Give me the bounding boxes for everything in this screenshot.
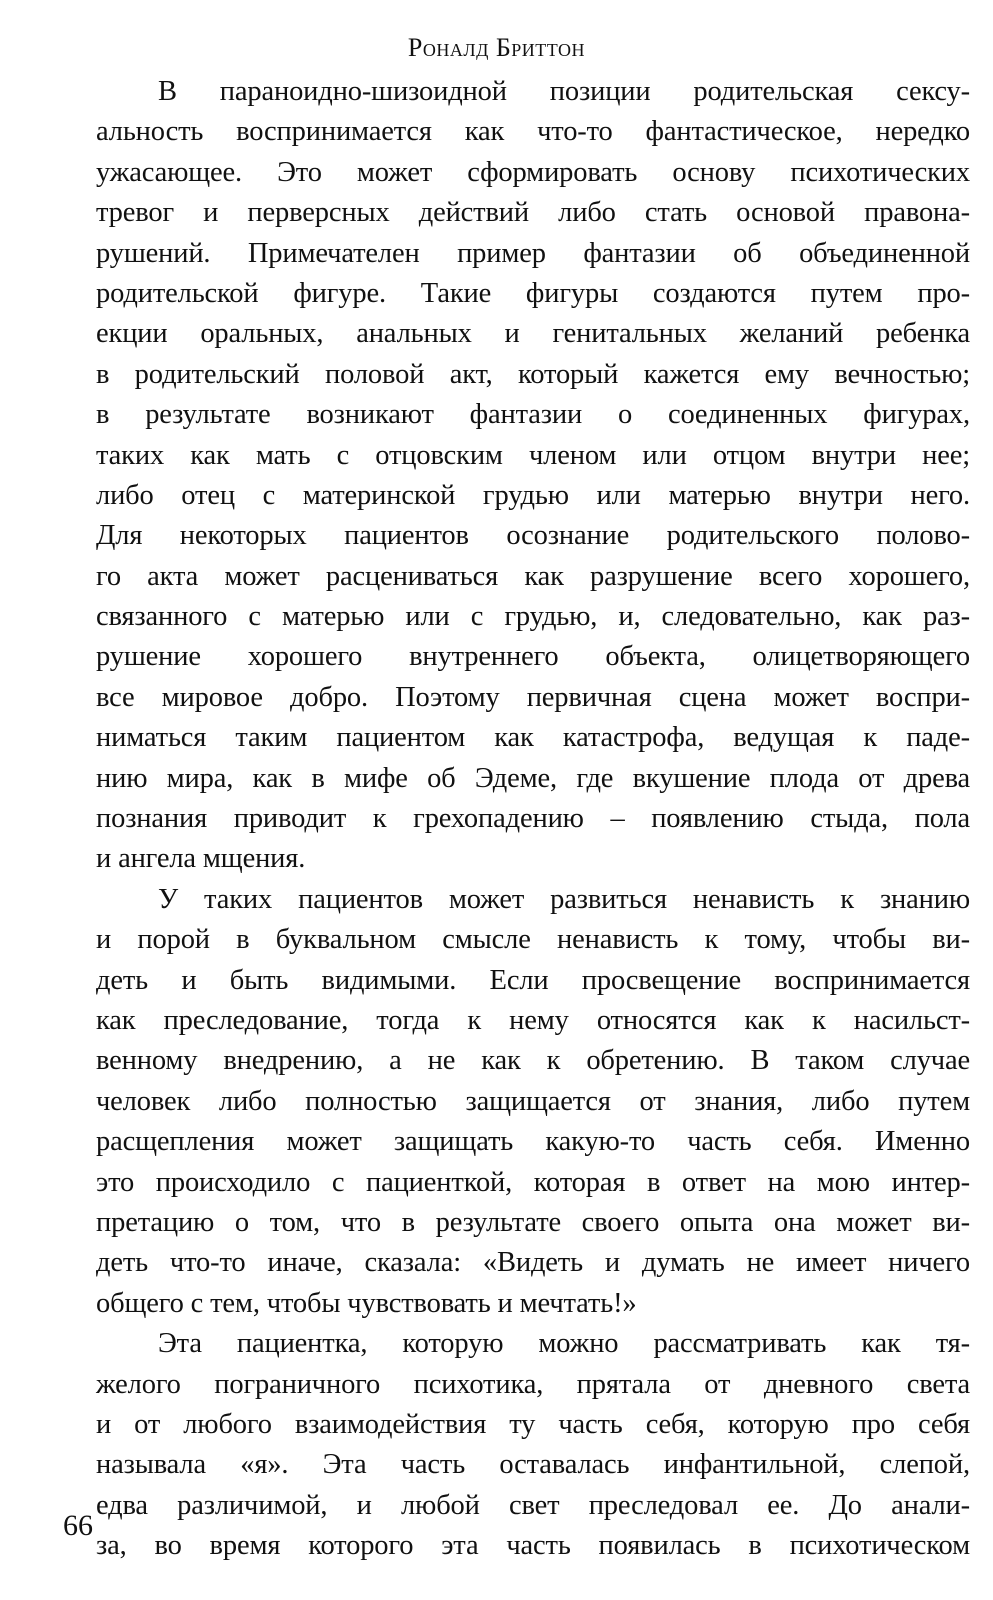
text-line: Для некоторых пациентов осознание родительского полово-: [96, 520, 970, 552]
text-line: связанного с матерью или с грудью, и, следовательно, как раз-: [96, 601, 970, 633]
text-line: Эта пациентка, которую можно рассматривать как тя-: [158, 1328, 970, 1360]
text-line: деть и быть видимыми. Если просвещение воспринимается: [96, 964, 970, 996]
text-line: таких как мать с отцовским членом или отцом внутри нее;: [96, 439, 970, 471]
text-line: и порой в буквальном смысле ненависть к тому, чтобы ви-: [96, 924, 970, 956]
text-line: венному внедрению, а не как к обретению. В таком случае: [96, 1045, 970, 1077]
text-line: в родительский половой акт, который кажется ему вечностью;: [96, 358, 970, 390]
text-line: екции оральных, анальных и генитальных желаний ребенка: [96, 318, 970, 350]
text-line: называла «я». Эта часть оставалась инфантильной, слепой,: [96, 1449, 970, 1481]
text-line: общего с тем, чтобы чувствовать и мечтать!»: [96, 1287, 637, 1319]
text-line: родительской фигуре. Такие фигуры создаются путем про-: [96, 277, 970, 309]
text-line: желого пограничного психотика, прятала от дневного света: [96, 1368, 970, 1400]
text-line: В параноидно-шизоидной позиции родительская сексу-: [158, 76, 970, 107]
text-line: и ангела мщения.: [96, 843, 306, 875]
running-head-author: Роналд Бриттон: [407, 33, 586, 62]
text-line: это происходило с пациенткой, которая в ответ на мою интер-: [96, 1166, 970, 1198]
text-line: рушений. Примечателен пример фантазии об объединенной: [96, 237, 970, 269]
text-line: все мировое добро. Поэтому первичная сцена может воспри-: [96, 681, 970, 713]
text-line: ужасающее. Это может сформировать основу психотических: [96, 156, 970, 188]
page-number: 66: [63, 1509, 93, 1542]
paragraph-2: [96, 880, 970, 1324]
paragraph-1: [96, 72, 970, 880]
text-line: нию мира, как в мифе об Эдеме, где вкушение плода от древа: [96, 762, 970, 794]
text-line: альность воспринимается как что-то фантастическое, нередко: [96, 116, 970, 148]
text-line: ниматься таким пациентом как катастрофа, ведущая к паде-: [96, 722, 970, 754]
text-line: и от любого взаимодействия ту часть себя, которую про себя: [96, 1408, 970, 1440]
text-line: за, во время которого эта часть появилась в психотическом: [96, 1530, 970, 1562]
text-line: в результате возникают фантазии о соединенных фигурах,: [96, 399, 970, 431]
text-line: расщепления может защищать какую-то часть себя. Именно: [96, 1126, 970, 1158]
text-line: У таких пациентов может развиться ненависть к знанию: [158, 883, 970, 915]
text-line: тревог и перверсных действий либо стать основой правона-: [96, 197, 970, 229]
text-line: деть что-то иначе, сказала: «Видеть и думать не имеет ничего: [96, 1247, 970, 1279]
text-line: либо отец с материнской грудью или матерью внутри него.: [96, 479, 970, 511]
text-line: претацию о том, что в результате своего опыта она может ви-: [96, 1206, 970, 1238]
text-line: как преследование, тогда к нему относятся как к насильст-: [96, 1004, 970, 1036]
text-line: го акта может расцениваться как разрушение всего хорошего,: [96, 560, 970, 592]
text-line: познания приводит к грехопадению – появлению стыда, пола: [96, 803, 970, 835]
text-line: человек либо полностью защищается от знания, либо путем: [96, 1085, 970, 1117]
text-line: рушение хорошего внутреннего объекта, олицетворяющего: [96, 641, 970, 673]
text-line: едва различимой, и любой свет преследовал ее. До анали-: [96, 1489, 970, 1521]
paragraph-3: [96, 1324, 970, 1566]
body-text: [96, 72, 970, 1566]
